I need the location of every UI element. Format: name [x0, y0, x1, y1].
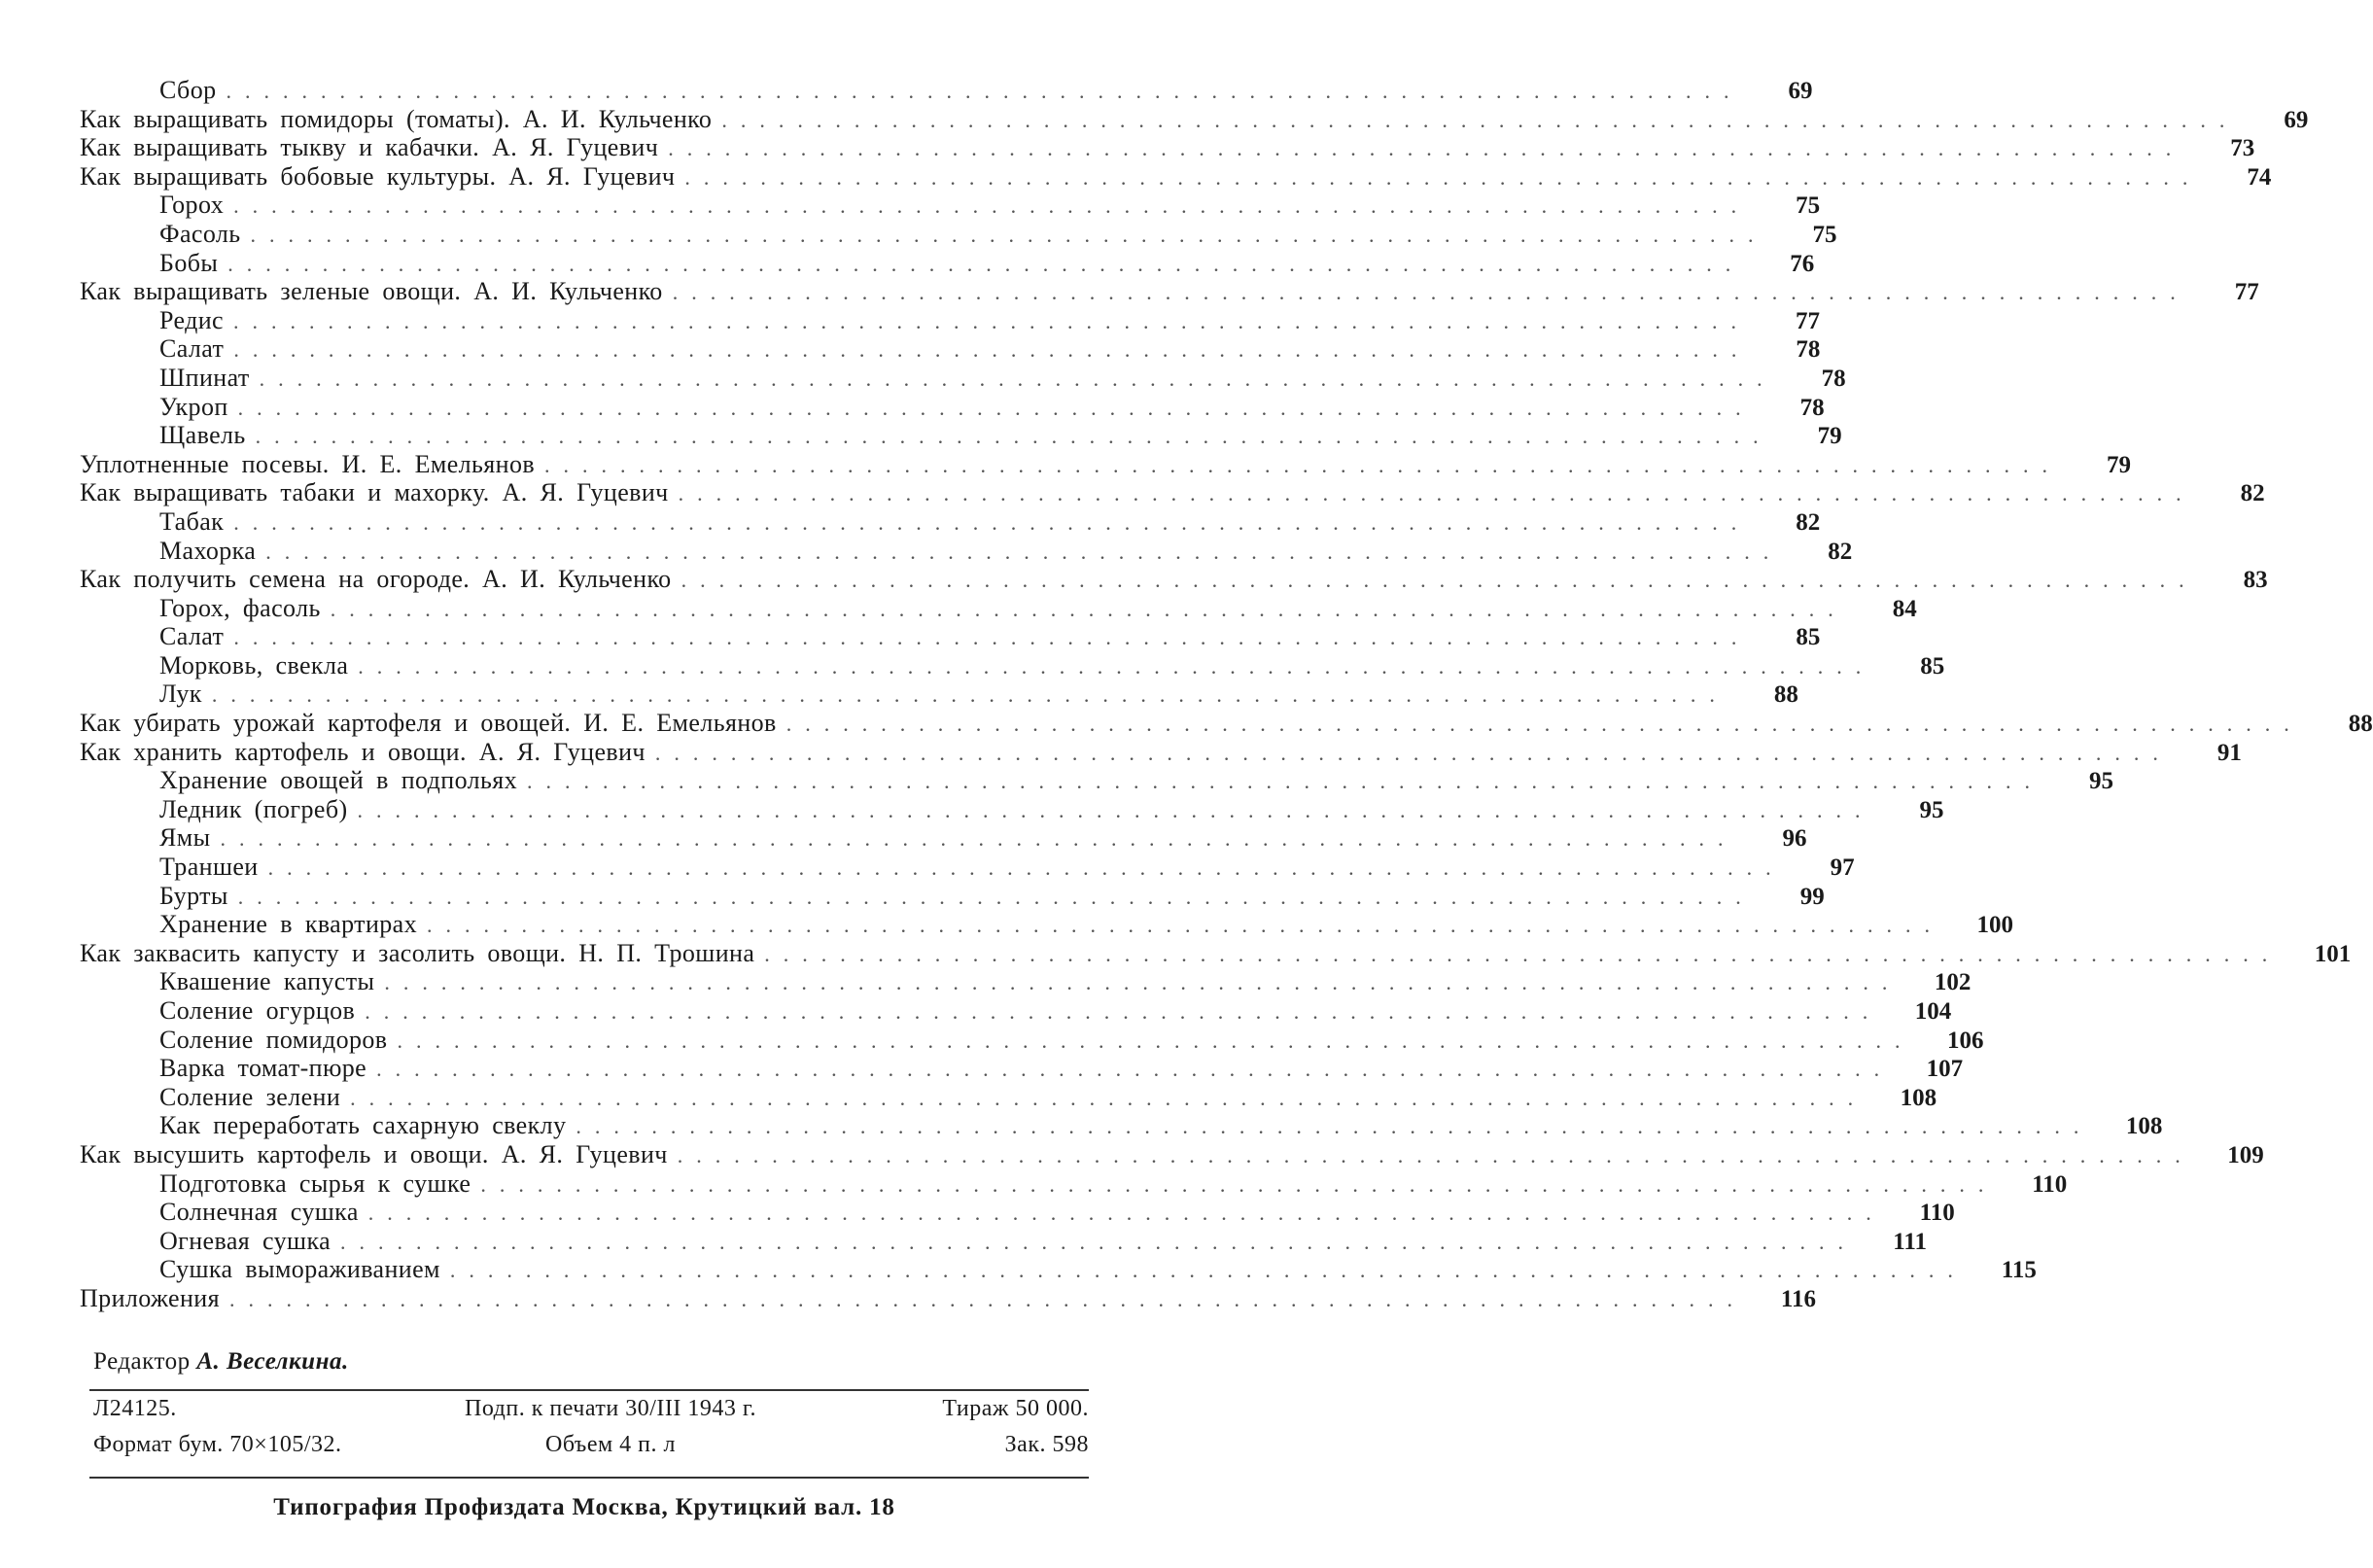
toc-subentry [80, 679, 1798, 709]
toc-leader-dots: ................................................................................ [237, 395, 1755, 420]
toc-page-number: 75 [1796, 192, 1821, 220]
toc-subentry [80, 421, 1842, 450]
toc-entry-title: Уплотненные посевы. И. Е. Емельянов [80, 449, 536, 478]
toc-subentry [80, 248, 1815, 278]
toc-leader-dots: ................................................................................ [228, 1286, 1746, 1311]
toc-entry-title: Укроп [159, 392, 228, 421]
toc-subentry [80, 766, 2114, 795]
toc-entry-title: Горох, фасоль [159, 593, 321, 622]
toc-subentry [80, 191, 1821, 220]
toc-leader-dots: ................................................................................ [527, 769, 2044, 794]
toc-page-number: 78 [1821, 365, 1846, 392]
toc-entry-title: Ямы [159, 823, 211, 853]
toc-subentry [80, 1255, 2037, 1284]
imprint-block [80, 1391, 1089, 1463]
toc-page-number: 77 [1796, 307, 1820, 334]
toc-subentry [80, 1025, 1984, 1055]
imprint-row [93, 1427, 1089, 1463]
toc-subentry [80, 593, 1917, 623]
toc-entry-title: Щавель [159, 421, 246, 450]
toc-subentry [80, 996, 1952, 1026]
toc-leader-dots: ................................................................................ [233, 337, 1751, 363]
toc-entry-title: Хранение овощей в подпольях [159, 766, 518, 795]
toc-subentry [80, 853, 1855, 882]
toc-leader-dots: ................................................................................ [233, 509, 1751, 535]
toc-page-number: 85 [1796, 624, 1821, 651]
toc-page-number: 97 [1830, 854, 1855, 882]
toc-page-number: 82 [1796, 508, 1821, 536]
toc-entry [80, 478, 2265, 507]
toc-page-number: 91 [2216, 739, 2242, 766]
toc-leader-dots: ................................................................................ [330, 596, 1847, 621]
toc-subentry [80, 650, 1945, 680]
toc-page-number: 75 [1812, 221, 1837, 248]
toc-page-number: 104 [1914, 998, 1952, 1025]
toc-page-number: 74 [2247, 163, 2272, 191]
toc-leader-dots: ................................................................................ [785, 712, 2303, 737]
toc-entry-title: Подготовка сырья к сушке [159, 1168, 471, 1198]
imprint-circulation: Тираж 50 000. [942, 1395, 1089, 1421]
toc-entry [80, 1139, 2264, 1169]
toc-entry [80, 449, 2132, 479]
toc-entry-title: Как выращивать тыкву и кабачки. А. Я. Гуцевич [80, 133, 659, 162]
toc-leader-dots: ................................................................................ [233, 193, 1751, 219]
editor-line [80, 1348, 1089, 1376]
toc-entry-title: Бобы [159, 248, 219, 277]
toc-leader-dots: ................................................................................ [233, 625, 1751, 650]
toc-page-number: 88 [1773, 681, 1798, 709]
toc-page-number: 108 [1900, 1084, 1937, 1111]
toc-page-number: 78 [1799, 394, 1825, 421]
toc-leader-dots: ................................................................................ [384, 970, 1902, 995]
toc-subentry [80, 1111, 2163, 1140]
toc-leader-dots: ................................................................................ [227, 251, 1745, 276]
toc-subentry [80, 1226, 1928, 1256]
toc-entry-title: Салат [159, 622, 225, 651]
toc-leader-dots: ................................................................................ [367, 1201, 1885, 1226]
table-of-contents [80, 76, 2373, 1313]
toc-entry-title: Варка томат-пюре [159, 1054, 367, 1083]
toc-entry [80, 737, 2242, 767]
toc-leader-dots: ................................................................................ [233, 308, 1750, 333]
document-page [80, 76, 2373, 1521]
toc-leader-dots: ................................................................................ [220, 826, 1737, 852]
toc-subentry [80, 967, 1972, 996]
toc-subentry [80, 1198, 1955, 1227]
imprint-license: Л24125. [93, 1395, 177, 1421]
imprint-row [93, 1391, 1089, 1427]
toc-entry-title: Соление огурцов [159, 996, 356, 1025]
toc-subentry [80, 823, 1807, 853]
toc-page-number: 115 [2001, 1257, 2037, 1284]
toc-page-number: 108 [2125, 1113, 2163, 1140]
toc-page-number: 106 [1946, 1027, 1984, 1054]
toc-page-number: 116 [1780, 1285, 1816, 1312]
toc-entry-title: Как выращивать табаки и махорку. А. Я. Гуцевич [80, 478, 669, 507]
toc-page-number: 110 [2032, 1170, 2068, 1198]
toc-subentry [80, 219, 1837, 249]
toc-leader-dots: ................................................................................ [764, 941, 2282, 966]
toc-page-number: 111 [1893, 1228, 1928, 1255]
toc-leader-dots: ................................................................................ [226, 79, 1743, 103]
toc-page-number: 95 [1919, 796, 1944, 823]
toc-page-number: 84 [1892, 595, 1917, 622]
toc-subentry [80, 334, 1821, 364]
toc-entry-title: Махорка [159, 536, 257, 565]
toc-leader-dots: ................................................................................ [267, 855, 1785, 881]
toc-page-number: 100 [1976, 912, 2013, 939]
toc-leader-dots: ................................................................................ [259, 366, 1776, 391]
toc-entry-title: Соление зелени [159, 1082, 341, 1111]
toc-leader-dots: ................................................................................ [678, 481, 2195, 506]
toc-page-number: 78 [1796, 336, 1821, 364]
toc-leader-dots: ................................................................................ [449, 1258, 1967, 1283]
editor-name: А. Веселкина. [196, 1347, 349, 1375]
toc-leader-dots: ................................................................................ [672, 280, 2189, 305]
toc-leader-dots: ................................................................................ [350, 1085, 1867, 1110]
toc-entry-title: Квашение капусты [159, 967, 375, 996]
toc-entry [80, 161, 2272, 192]
toc-leader-dots: ................................................................................ [397, 1028, 1914, 1053]
toc-leader-dots: ................................................................................ [677, 1142, 2194, 1167]
toc-page-number: 79 [2107, 451, 2132, 478]
toc-page-number: 82 [2240, 480, 2265, 507]
toc-entry-title: Ледник (погреб) [159, 794, 348, 823]
toc-page-number: 96 [1782, 825, 1807, 853]
toc-entry-title: Хранение в квартирах [159, 910, 417, 939]
toc-entry-title: Фасоль [159, 219, 241, 248]
toc-subentry [80, 1054, 1964, 1083]
toc-entry-title: Редис [159, 305, 224, 334]
toc-leader-dots: ................................................................................ [721, 107, 2239, 132]
toc-entry-title: Траншеи [159, 853, 259, 882]
toc-entry-title: Приложения [80, 1283, 220, 1312]
toc-subentry [80, 392, 1825, 422]
toc-entry [80, 565, 2268, 594]
toc-subentry [80, 881, 1825, 911]
toc-entry-title: Табак [159, 506, 225, 536]
imprint-format: Формат бум. 70×105/32. [93, 1431, 342, 1457]
toc-subentry [80, 76, 1813, 105]
toc-entry [80, 104, 2309, 134]
toc-entry [80, 938, 2352, 968]
toc-entry-title: Как выращивать помидоры (томаты). А. И. Кульченко [80, 104, 713, 133]
toc-subentry [80, 363, 1846, 393]
toc-entry-title: Шпинат [159, 363, 250, 392]
toc-entry-title: Морковь, свекла [159, 650, 349, 679]
toc-entry-title: Салат [159, 334, 225, 364]
toc-page-number: 85 [1920, 652, 1945, 679]
toc-leader-dots: ................................................................................ [365, 999, 1882, 1024]
toc-entry-title: Солнечная сушка [159, 1198, 359, 1227]
toc-subentry [80, 794, 1944, 824]
toc-page-number: 101 [2314, 940, 2352, 967]
toc-entry-title: Горох [159, 191, 225, 220]
toc-subentry [80, 1082, 1937, 1112]
toc-page-number: 69 [2284, 106, 2309, 133]
toc-subentry [80, 305, 1820, 335]
toc-subentry [80, 506, 1821, 537]
toc-page-number: 69 [1788, 78, 1813, 104]
toc-leader-dots: ................................................................................ [544, 452, 2062, 477]
toc-entry [80, 277, 2259, 306]
toc-leader-dots: ................................................................................ [376, 1057, 1894, 1082]
toc-page-number: 107 [1926, 1056, 1964, 1083]
divider-bottom [89, 1477, 1089, 1479]
toc-entry-title: Как выращивать бобовые культуры. А. Я. Гуцевич [80, 161, 676, 191]
imprint-signed: Подп. к печати 30/III 1943 г. [465, 1395, 756, 1421]
toc-leader-dots: ................................................................................ [358, 653, 1875, 679]
toc-leader-dots: ................................................................................ [427, 913, 1943, 938]
toc-leader-dots: ................................................................................ [480, 1171, 1998, 1197]
toc-page-number: 83 [2243, 567, 2268, 594]
imprint-volume: Объем 4 п. л [544, 1431, 676, 1457]
toc-entry-title: Как переработать сахарную свеклу [159, 1111, 567, 1140]
toc-entry-title: Бурты [159, 881, 228, 910]
toc-page-number: 110 [1919, 1200, 1955, 1227]
printing-house: Типография Профиздата Москва, Крутицкий вал. 18 [273, 1493, 895, 1520]
toc-leader-dots: ................................................................................ [576, 1114, 2093, 1139]
toc-entry-title: Сбор [159, 76, 217, 104]
toc-entry [80, 133, 2255, 162]
imprint-order: Зак. 598 [1004, 1431, 1089, 1457]
toc-entry-title: Как получить семена на огороде. А. И. Кульченко [80, 565, 672, 594]
toc-entry-title: Как высушить картофель и овощи. А. Я. Гуцевич [80, 1139, 668, 1168]
toc-leader-dots: ................................................................................ [211, 682, 1728, 708]
toc-subentry [80, 910, 2013, 939]
toc-subentry [80, 622, 1821, 651]
toc-entry-title: Огневая сушка [159, 1226, 332, 1255]
toc-entry-title: Сушка вымораживанием [159, 1255, 440, 1284]
toc-page-number: 99 [1799, 883, 1825, 910]
toc-page-number: 73 [2230, 135, 2255, 162]
toc-leader-dots: ................................................................................ [668, 136, 2185, 161]
toc-leader-dots: ................................................................................ [654, 740, 2172, 765]
toc-entry [80, 709, 2373, 738]
toc-entry-title: Соление помидоров [159, 1025, 388, 1054]
toc-page-number: 102 [1934, 969, 1972, 996]
toc-page-number: 82 [1828, 538, 1853, 565]
toc-entry-title: Лук [159, 679, 202, 709]
toc-leader-dots: ................................................................................ [250, 222, 1767, 247]
toc-page-number: 76 [1790, 250, 1815, 277]
toc-subentry [80, 536, 1853, 566]
toc-page-number: 109 [2227, 1141, 2264, 1168]
toc-page-number: 95 [2089, 768, 2114, 795]
toc-entry-title: Как убирать урожай картофеля и овощей. И. Е. Емельянов [80, 709, 777, 738]
editor-label: Редактор [93, 1347, 191, 1375]
toc-entry-title: Как выращивать зеленые овощи. А. И. Кульченко [80, 277, 663, 306]
toc-page-number: 88 [2348, 711, 2373, 738]
toc-entry-title: Как хранить картофель и овощи. А. Я. Гуцевич [80, 737, 646, 766]
toc-subentry [80, 1168, 2068, 1199]
toc-leader-dots: ................................................................................ [265, 539, 1783, 564]
toc-page-number: 77 [2234, 279, 2259, 306]
toc-leader-dots: ................................................................................ [680, 568, 2198, 593]
toc-leader-dots: ................................................................................ [340, 1229, 1858, 1254]
toc-entry [80, 1283, 1816, 1313]
toc-entry-title: Как заквасить капусту и засолить овощи. Н. П. Трошина [80, 938, 755, 967]
toc-leader-dots: ................................................................................ [237, 884, 1755, 909]
toc-leader-dots: ................................................................................ [684, 164, 2202, 190]
toc-leader-dots: ................................................................................ [357, 797, 1874, 822]
toc-leader-dots: ................................................................................ [255, 424, 1772, 449]
toc-page-number: 79 [1817, 423, 1842, 450]
